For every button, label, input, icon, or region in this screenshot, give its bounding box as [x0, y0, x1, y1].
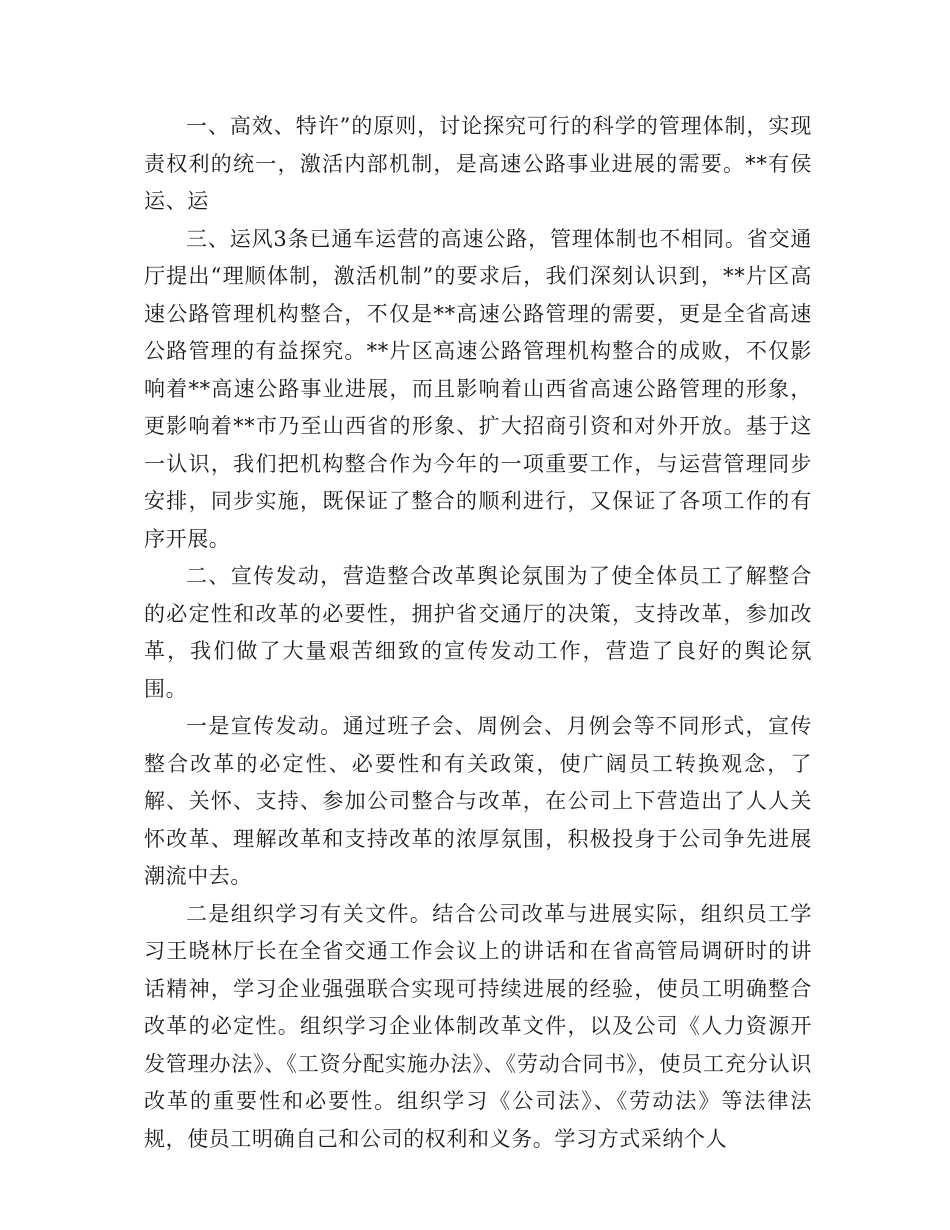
paragraph-3: 二、宣传发动，营造整合改革舆论氛围为了使全体员工了解整合的必定性和改革的必要性，拥护省交通厅的决策，支持改革，参加改革，我们做了大量艰苦细致的宣传发动工作，营造了良好的舆论氛围。: [144, 564, 812, 701]
paragraph-1: 一、高效、特许”的原则，讨论探究可行的科学的管理体制，实现责权利的统一，激活内部机制，是高速公路事业进展的需要。**有侯运、运: [144, 114, 812, 213]
paragraph-5: 二是组织学习有关文件。结合公司改革与进展实际，组织员工学习王晓林厅长在全省交通工作会议上的讲话和在省高管局调研时的讲话精神，学习企业强强联合实现可持续进展的经验，使员工明确整合改革的必定性。组织学习企业体制改革文件，以及公司《人力资源开发管理办法》、《工资分配实施办法》、《劳动合同书》，使员工充分认识改革的重要性和必要性。组织学习《公司法》、《劳动法》等法律法规，使员工明确自己和公司的权利和义务。学习方式采纳个人: [144, 901, 812, 1151]
paragraph-2: 三、运风3条已通车运营的高速公路，管理体制也不相同。省交通厅提出“理顺体制，激活机制”的要求后，我们深刻认识到，**片区高速公路管理机构整合，不仅是**高速公路管理的需要，更是全省高速公路管理的有益探究。**片区高速公路管理机构整合的成败，不仅影响着**高速公路事业进展，而且影响着山西省高速公路管理的形象，更影响着**市乃至山西省的形象、扩大招商引资和对外开放。基于这一认识，我们把机构整合作为今年的一项重要工作，与运营管理同步安排，同步实施，既保证了整合的顺利进行，又保证了各项工作的有序开展。: [144, 226, 812, 551]
paragraph-4: 一是宣传发动。通过班子会、周例会、月例会等不同形式，宣传整合改革的必定性、必要性和有关政策，使广阔员工转换观念，了解、关怀、支持、参加公司整合与改革，在公司上下营造出了人人关怀改革、理解改革和支持改革的浓厚氛围，积极投身于公司争先进展潮流中去。: [144, 714, 812, 888]
document-body: [144, 108, 812, 1158]
